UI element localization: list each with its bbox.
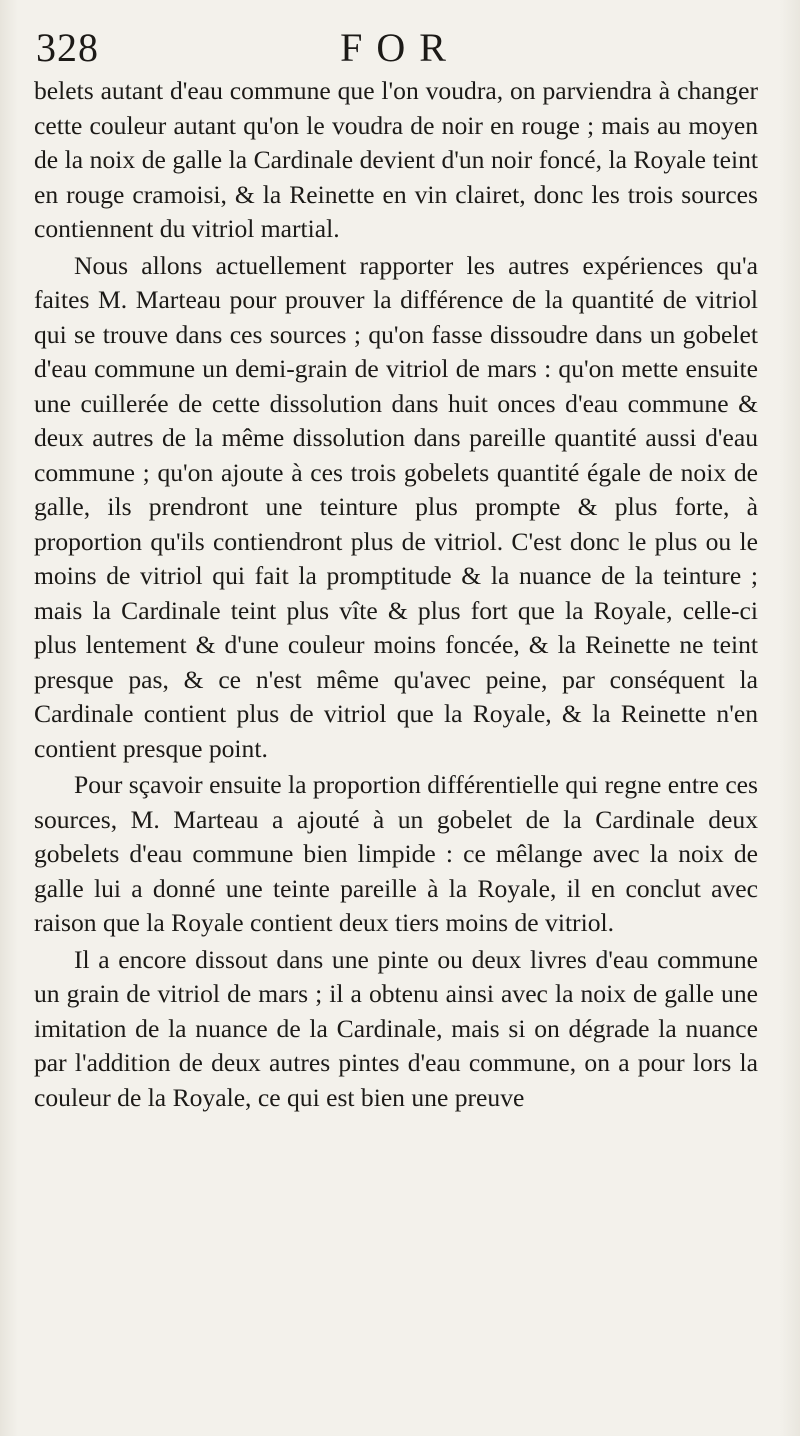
paragraph: Il a encore dissout dans une pinte ou deux livres d'eau commune un grain de vitriol de mars ; il a obtenu ainsi avec la noix de galle une imitation de la nuance de la Cardinale, mais si on dégrade la nuance par l'addition de deux autres pintes d'eau commune, on a pour lors la couleur de la Royale, ce qui est bien une preuve (34, 944, 758, 1112)
body-text (34, 74, 758, 1115)
paragraph: Nous allons actuellement rapporter les autres expériences qu'a faites M. Marteau pour prouver la différence de la quantité de vitriol qui se trouve dans ces sources ; qu'on fasse dissoudre dans un gobelet d'eau commune un demi-grain de vitriol de mars : qu'on mette ensuite une cuillerée de cette dissolution dans huit onces d'eau commune & deux autres de la même dissolution dans pareille quantité aussi d'eau commune ; qu'on ajoute à ces trois gobelets quantité égale de noix de galle, ils prendront une teinture plus prompte & plus forte, à proportion qu'ils contiendront plus de vitriol. C'est donc le plus ou le moins de vitriol qui fait la promptitude & la nuance de la teinture ; mais la Cardinale teint plus vîte & plus fort que la Royale, celle-ci plus lentement & d'une couleur moins foncée, & la Reinette ne teint presque pas, & ce n'est même qu'avec peine, par conséquent la Cardinale contient plus de vitriol que la Royale, & la Reinette n'en contient presque point. (34, 250, 758, 763)
paragraph-continuation: belets autant d'eau commune que l'on voudra, on parviendra à changer cette couleur autant qu'on le voudra de noir en rouge ; mais au moyen de la noix de galle la Cardinale devient d'un noir foncé, la Royale teint en rouge cramoisi, & la Reinette en vin clairet, donc les trois sources contiennent du vitriol martial. (34, 76, 758, 243)
page-header (32, 22, 768, 78)
page-number: 328 (36, 25, 99, 70)
paragraph: Pour sçavoir ensuite la proportion différentielle qui regne entre ces sources, M. Marteau a ajouté à un gobelet de la Cardinale deux gobelets d'eau commune bien limpide : ce mêlange avec la noix de galle lui a donné une teinte pareille à la Royale, il en conclut avec raison que la Royale contient deux tiers moins de vitriol. (34, 770, 758, 937)
running-head: FOR (340, 25, 460, 70)
